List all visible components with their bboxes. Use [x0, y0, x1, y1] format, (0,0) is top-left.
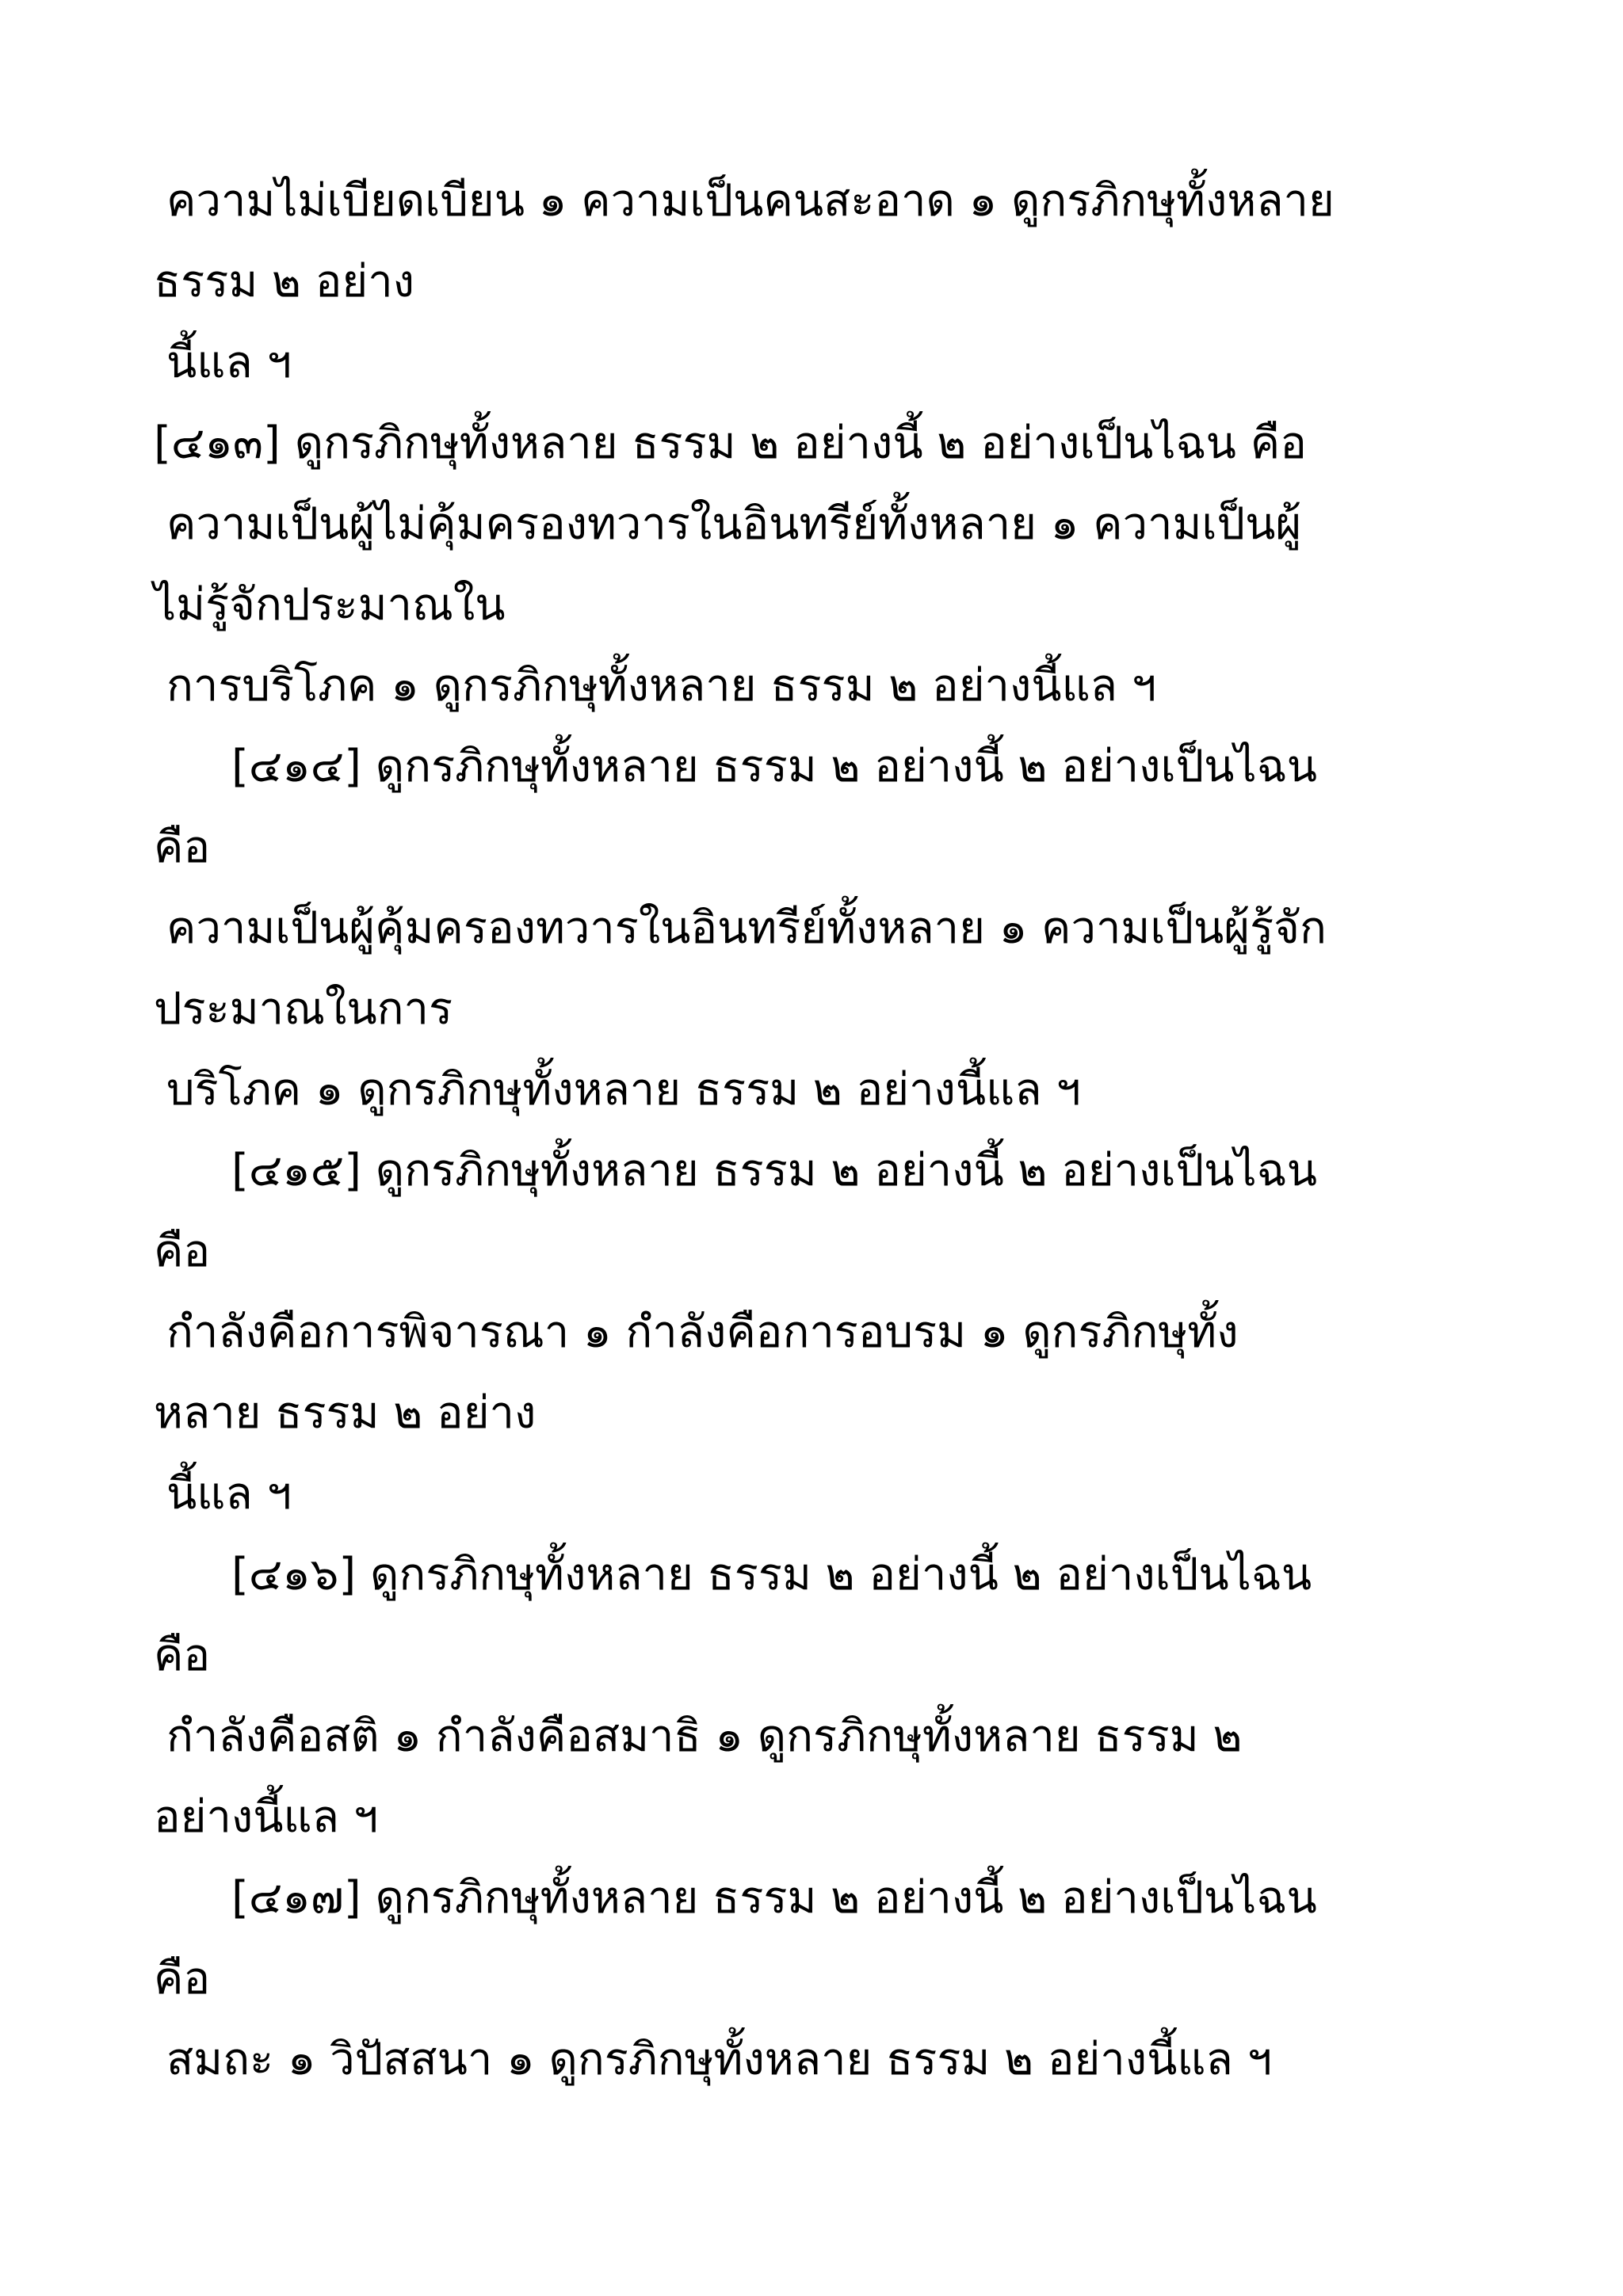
text-line: ธรรม ๒ อย่าง [154, 256, 414, 307]
text-line: นี้แล ฯ [166, 1468, 292, 1520]
text-line: กำลังคือสติ ๑ กำลังคือสมาธิ ๑ ดูกรภิกษุทั้งหลาย ธรรม ๒ [166, 1711, 1243, 1762]
text-line: คือ [154, 1226, 211, 1277]
text-line: [๔๑๔] ดูกรภิกษุทั้งหลาย ธรรม ๒ อย่างนี้ ๒ อย่างเป็นไฉน [231, 741, 1318, 792]
text-line: คือ [154, 1630, 211, 1681]
text-line: นี้แล ฯ [166, 337, 292, 388]
text-line: ความเป็นผู้คุ้มครองทวารในอินทรีย์ทั้งหลาย ๑ ความเป็นผู้รู้จัก [166, 902, 1327, 954]
text-line: ความไม่เบียดเบียน ๑ ความเป็นคนสะอาด ๑ ดูกรภิกษุทั้งหลาย [166, 175, 1335, 227]
text-line: [๔๑๕] ดูกรภิกษุทั้งหลาย ธรรม ๒ อย่างนี้ ๒ อย่างเป็นไฉน [231, 1145, 1318, 1196]
text-line: สมถะ ๑ วิปัสสนา ๑ ดูกรภิกษุทั้งหลาย ธรรม ๒ อย่างนี้แล ฯ [166, 2034, 1273, 2085]
text-line: ความเป็นผู้ไม่คุ้มครองทวารในอินทรีย์ทั้งหลาย ๑ ความเป็นผู้ [166, 498, 1302, 550]
text-line: หลาย ธรรม ๒ อย่าง [154, 1387, 537, 1439]
text-line: [๔๑๓] ดูกรภิกษุทั้งหลาย ธรรม ๒ อย่างนี้ ๒ อย่างเป็นไฉน คือ [154, 418, 1307, 469]
text-line: [๔๑๖] ดูกรภิกษุทั้งหลาย ธรรม ๒ อย่างนี้ ๒ อย่างเป็นไฉน [231, 1549, 1312, 1600]
text-line: คือ [154, 1953, 211, 2004]
text-line: คือ [154, 822, 211, 873]
text-line: ประมาณในการ [154, 983, 453, 1035]
text-line: [๔๑๗] ดูกรภิกษุทั้งหลาย ธรรม ๒ อย่างนี้ ๒ อย่างเป็นไฉน [231, 1872, 1317, 1924]
text-line: การบริโภค ๑ ดูกรภิกษุทั้งหลาย ธรรม ๒ อย่างนี้แล ฯ [166, 660, 1157, 711]
text-line: บริโภค ๑ ดูกรภิกษุทั้งหลาย ธรรม ๒ อย่างนี้แล ฯ [166, 1064, 1081, 1116]
text-line: อย่างนี้แล ฯ [154, 1791, 379, 1843]
text-line: ไม่รู้จักประมาณใน [154, 579, 506, 631]
text-line: กำลังคือการพิจารณา ๑ กำลังคือการอบรม ๑ ดูกรภิกษุทั้ง [166, 1306, 1239, 1358]
